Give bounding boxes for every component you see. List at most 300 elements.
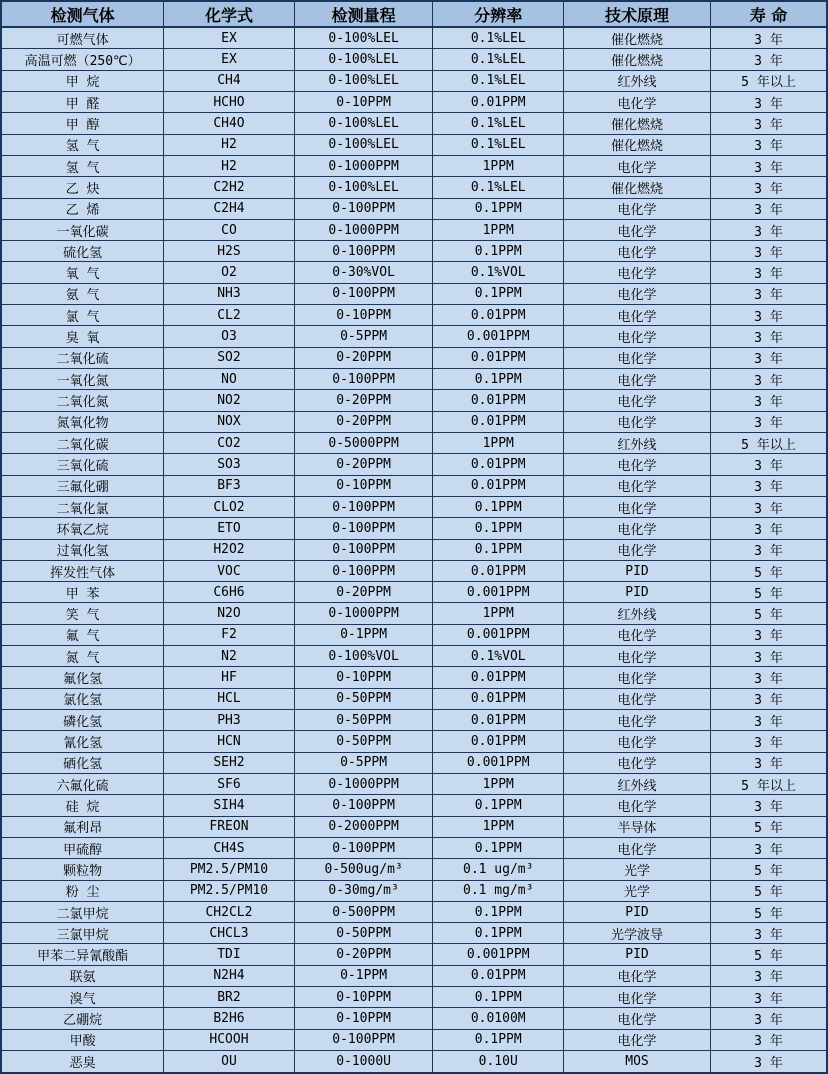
cell-formula: PM2.5/PM10 [164, 859, 295, 880]
cell-resolution: 0.1PPM [433, 496, 564, 517]
cell-principle: 红外线 [563, 432, 710, 453]
cell-resolution: 0.001PPM [433, 582, 564, 603]
cell-gas: 二氯甲烷 [1, 901, 164, 922]
cell-formula: TDI [164, 944, 295, 965]
table-row [1, 667, 827, 688]
cell-lifespan: 5 年 [711, 560, 828, 581]
cell-principle: 电化学 [563, 347, 710, 368]
cell-resolution: 0.001PPM [433, 752, 564, 773]
cell-lifespan: 3 年 [711, 454, 828, 475]
table-row [1, 326, 827, 347]
cell-lifespan: 3 年 [711, 667, 828, 688]
cell-gas: 氟 气 [1, 624, 164, 645]
cell-principle: 电化学 [563, 539, 710, 560]
cell-range: 0-100PPM [294, 795, 433, 816]
cell-range: 0-1000PPM [294, 773, 433, 794]
cell-range: 0-1000PPM [294, 155, 433, 176]
cell-principle: 电化学 [563, 155, 710, 176]
table-row [1, 70, 827, 91]
table-row [1, 646, 827, 667]
cell-principle: 电化学 [563, 752, 710, 773]
cell-formula: CH4S [164, 837, 295, 858]
cell-range: 0-100%LEL [294, 49, 433, 70]
cell-range: 0-50PPM [294, 688, 433, 709]
cell-range: 0-100PPM [294, 1029, 433, 1050]
cell-range: 0-5PPM [294, 326, 433, 347]
cell-principle: PID [563, 944, 710, 965]
cell-range: 0-30mg/m³ [294, 880, 433, 901]
cell-range: 0-100PPM [294, 369, 433, 390]
cell-resolution: 0.01PPM [433, 454, 564, 475]
cell-resolution: 1PPM [433, 219, 564, 240]
cell-gas: 恶臭 [1, 1051, 164, 1073]
cell-lifespan: 5 年 [711, 944, 828, 965]
cell-formula: SIH4 [164, 795, 295, 816]
cell-lifespan: 3 年 [711, 624, 828, 645]
column-header-formula: 化学式 [164, 1, 295, 27]
cell-principle: 电化学 [563, 91, 710, 112]
cell-formula: HF [164, 667, 295, 688]
cell-resolution: 0.1PPM [433, 923, 564, 944]
cell-gas: 挥发性气体 [1, 560, 164, 581]
cell-formula: C2H4 [164, 198, 295, 219]
cell-principle: PID [563, 582, 710, 603]
cell-lifespan: 3 年 [711, 347, 828, 368]
cell-lifespan: 3 年 [711, 198, 828, 219]
cell-resolution: 0.1%LEL [433, 49, 564, 70]
cell-resolution: 0.1PPM [433, 198, 564, 219]
cell-lifespan: 3 年 [711, 369, 828, 390]
cell-range: 0-1PPM [294, 624, 433, 645]
cell-gas: 二氧化氮 [1, 390, 164, 411]
cell-principle: 电化学 [563, 731, 710, 752]
cell-lifespan: 3 年 [711, 155, 828, 176]
cell-lifespan: 5 年以上 [711, 773, 828, 794]
cell-resolution: 0.1%LEL [433, 113, 564, 134]
cell-resolution: 1PPM [433, 432, 564, 453]
table-row [1, 944, 827, 965]
cell-formula: SF6 [164, 773, 295, 794]
cell-lifespan: 3 年 [711, 752, 828, 773]
cell-resolution: 0.001PPM [433, 624, 564, 645]
cell-gas: 二氧化硫 [1, 347, 164, 368]
cell-range: 0-100PPM [294, 539, 433, 560]
cell-principle: 电化学 [563, 326, 710, 347]
cell-lifespan: 5 年 [711, 603, 828, 624]
cell-principle: 电化学 [563, 1029, 710, 1050]
cell-formula: BF3 [164, 475, 295, 496]
cell-lifespan: 3 年 [711, 923, 828, 944]
cell-range: 0-50PPM [294, 731, 433, 752]
cell-principle: 电化学 [563, 518, 710, 539]
cell-lifespan: 3 年 [711, 390, 828, 411]
cell-formula: ETO [164, 518, 295, 539]
cell-formula: NOX [164, 411, 295, 432]
cell-formula: NO [164, 369, 295, 390]
cell-formula: CH4O [164, 113, 295, 134]
cell-gas: 硫化氢 [1, 241, 164, 262]
cell-resolution: 0.1 mg/m³ [433, 880, 564, 901]
table-row [1, 198, 827, 219]
cell-principle: 电化学 [563, 411, 710, 432]
cell-range: 0-20PPM [294, 390, 433, 411]
cell-resolution: 0.01PPM [433, 688, 564, 709]
cell-formula: H2 [164, 134, 295, 155]
cell-principle: 光学 [563, 859, 710, 880]
table-row [1, 91, 827, 112]
cell-range: 0-1000PPM [294, 603, 433, 624]
cell-gas: 二氧化碳 [1, 432, 164, 453]
cell-gas: 氢 气 [1, 155, 164, 176]
table-row [1, 752, 827, 773]
cell-gas: 甲 醇 [1, 113, 164, 134]
cell-principle: 红外线 [563, 773, 710, 794]
cell-gas: 氢 气 [1, 134, 164, 155]
cell-formula: BR2 [164, 987, 295, 1008]
cell-resolution: 0.1PPM [433, 837, 564, 858]
cell-resolution: 1PPM [433, 773, 564, 794]
cell-formula: SO3 [164, 454, 295, 475]
cell-principle: 电化学 [563, 369, 710, 390]
cell-principle: 红外线 [563, 603, 710, 624]
cell-gas: 高温可燃（250℃） [1, 49, 164, 70]
cell-formula: CH4 [164, 70, 295, 91]
cell-principle: 电化学 [563, 1008, 710, 1029]
cell-range: 0-100PPM [294, 241, 433, 262]
cell-lifespan: 3 年 [711, 219, 828, 240]
cell-gas: 乙 烯 [1, 198, 164, 219]
column-header-principle: 技术原理 [563, 1, 710, 27]
cell-lifespan: 3 年 [711, 326, 828, 347]
cell-lifespan: 5 年 [711, 859, 828, 880]
cell-range: 0-20PPM [294, 944, 433, 965]
table-row [1, 134, 827, 155]
cell-gas: 氰化氢 [1, 731, 164, 752]
cell-lifespan: 3 年 [711, 1051, 828, 1073]
cell-resolution: 0.1PPM [433, 283, 564, 304]
cell-principle: 电化学 [563, 198, 710, 219]
cell-lifespan: 3 年 [711, 134, 828, 155]
cell-principle: 电化学 [563, 667, 710, 688]
cell-gas: 环氧乙烷 [1, 518, 164, 539]
table-row [1, 539, 827, 560]
cell-range: 0-20PPM [294, 582, 433, 603]
cell-resolution: 0.01PPM [433, 710, 564, 731]
cell-gas: 氨 气 [1, 283, 164, 304]
cell-lifespan: 3 年 [711, 518, 828, 539]
cell-resolution: 0.1PPM [433, 987, 564, 1008]
table-row [1, 624, 827, 645]
cell-resolution: 0.01PPM [433, 667, 564, 688]
cell-principle: 电化学 [563, 390, 710, 411]
cell-resolution: 0.1%LEL [433, 177, 564, 198]
cell-gas: 笑 气 [1, 603, 164, 624]
cell-gas: 一氧化碳 [1, 219, 164, 240]
cell-principle: 电化学 [563, 987, 710, 1008]
cell-formula: VOC [164, 560, 295, 581]
cell-lifespan: 3 年 [711, 113, 828, 134]
cell-lifespan: 3 年 [711, 27, 828, 49]
cell-resolution: 0.1%VOL [433, 262, 564, 283]
cell-formula: SEH2 [164, 752, 295, 773]
cell-principle: 电化学 [563, 795, 710, 816]
cell-resolution: 1PPM [433, 155, 564, 176]
cell-range: 0-100PPM [294, 283, 433, 304]
cell-gas: 三氯甲烷 [1, 923, 164, 944]
table-row [1, 880, 827, 901]
table-row [1, 177, 827, 198]
table-row [1, 283, 827, 304]
cell-range: 0-100%LEL [294, 27, 433, 49]
cell-lifespan: 3 年 [711, 496, 828, 517]
cell-range: 0-100%LEL [294, 134, 433, 155]
cell-principle: PID [563, 901, 710, 922]
table-row [1, 688, 827, 709]
cell-principle: 电化学 [563, 965, 710, 986]
table-row [1, 560, 827, 581]
cell-formula: HCOOH [164, 1029, 295, 1050]
cell-range: 0-10PPM [294, 305, 433, 326]
cell-gas: 三氧化硫 [1, 454, 164, 475]
cell-lifespan: 5 年 [711, 816, 828, 837]
table-row [1, 496, 827, 517]
cell-range: 0-10PPM [294, 475, 433, 496]
cell-formula: CLO2 [164, 496, 295, 517]
cell-resolution: 0.01PPM [433, 475, 564, 496]
cell-principle: 电化学 [563, 241, 710, 262]
cell-lifespan: 3 年 [711, 411, 828, 432]
cell-resolution: 0.1PPM [433, 369, 564, 390]
table-row [1, 27, 827, 49]
cell-gas: 乙硼烷 [1, 1008, 164, 1029]
cell-lifespan: 3 年 [711, 241, 828, 262]
cell-formula: HCHO [164, 91, 295, 112]
cell-gas: 颗粒物 [1, 859, 164, 880]
table-row [1, 582, 827, 603]
cell-range: 0-5000PPM [294, 432, 433, 453]
cell-formula: H2O2 [164, 539, 295, 560]
cell-gas: 磷化氢 [1, 710, 164, 731]
cell-formula: N2 [164, 646, 295, 667]
cell-range: 0-2000PPM [294, 816, 433, 837]
cell-principle: 电化学 [563, 496, 710, 517]
cell-resolution: 0.1PPM [433, 1029, 564, 1050]
cell-principle: 电化学 [563, 646, 710, 667]
cell-gas: 臭 氧 [1, 326, 164, 347]
cell-lifespan: 3 年 [711, 475, 828, 496]
cell-lifespan: 3 年 [711, 837, 828, 858]
cell-principle: 电化学 [563, 475, 710, 496]
cell-lifespan: 3 年 [711, 965, 828, 986]
cell-lifespan: 5 年以上 [711, 432, 828, 453]
cell-gas: 氮 气 [1, 646, 164, 667]
cell-principle: PID [563, 560, 710, 581]
cell-gas: 甲 烷 [1, 70, 164, 91]
cell-formula: B2H6 [164, 1008, 295, 1029]
cell-principle: 电化学 [563, 305, 710, 326]
cell-range: 0-50PPM [294, 710, 433, 731]
cell-lifespan: 3 年 [711, 688, 828, 709]
cell-lifespan: 3 年 [711, 177, 828, 198]
table-row [1, 965, 827, 986]
table-row [1, 219, 827, 240]
cell-formula: HCL [164, 688, 295, 709]
cell-principle: 催化燃烧 [563, 113, 710, 134]
cell-lifespan: 3 年 [711, 795, 828, 816]
cell-range: 0-10PPM [294, 1008, 433, 1029]
cell-resolution: 0.1 ug/m³ [433, 859, 564, 880]
table-row [1, 923, 827, 944]
cell-principle: 半导体 [563, 816, 710, 837]
cell-resolution: 0.01PPM [433, 411, 564, 432]
cell-gas: 氟利昂 [1, 816, 164, 837]
cell-lifespan: 3 年 [711, 49, 828, 70]
cell-lifespan: 5 年 [711, 880, 828, 901]
cell-range: 0-100PPM [294, 837, 433, 858]
cell-resolution: 0.01PPM [433, 305, 564, 326]
cell-resolution: 0.1%VOL [433, 646, 564, 667]
cell-resolution: 0.1%LEL [433, 27, 564, 49]
cell-resolution: 0.0100M [433, 1008, 564, 1029]
table-row [1, 411, 827, 432]
cell-resolution: 0.1PPM [433, 518, 564, 539]
cell-resolution: 1PPM [433, 603, 564, 624]
cell-gas: 甲苯二异氰酸酯 [1, 944, 164, 965]
cell-formula: NH3 [164, 283, 295, 304]
cell-range: 0-20PPM [294, 454, 433, 475]
table-row [1, 49, 827, 70]
cell-range: 0-500PPM [294, 901, 433, 922]
cell-gas: 甲硫醇 [1, 837, 164, 858]
cell-gas: 硅 烷 [1, 795, 164, 816]
cell-lifespan: 3 年 [711, 91, 828, 112]
cell-formula: CH2CL2 [164, 901, 295, 922]
cell-gas: 氯 气 [1, 305, 164, 326]
cell-resolution: 0.1PPM [433, 539, 564, 560]
cell-principle: 催化燃烧 [563, 49, 710, 70]
table-row [1, 987, 827, 1008]
cell-lifespan: 3 年 [711, 283, 828, 304]
cell-principle: 电化学 [563, 454, 710, 475]
header-row [1, 1, 827, 27]
table-row [1, 518, 827, 539]
column-header-gas: 检测气体 [1, 1, 164, 27]
table-row [1, 1008, 827, 1029]
cell-resolution: 0.1%LEL [433, 70, 564, 91]
cell-gas: 氟化氢 [1, 667, 164, 688]
cell-formula: O2 [164, 262, 295, 283]
table-row [1, 795, 827, 816]
cell-gas: 过氧化氢 [1, 539, 164, 560]
cell-principle: MOS [563, 1051, 710, 1073]
cell-principle: 电化学 [563, 688, 710, 709]
cell-principle: 电化学 [563, 219, 710, 240]
table-row [1, 773, 827, 794]
cell-principle: 电化学 [563, 837, 710, 858]
cell-gas: 甲酸 [1, 1029, 164, 1050]
cell-gas: 联氨 [1, 965, 164, 986]
cell-formula: SO2 [164, 347, 295, 368]
cell-range: 0-20PPM [294, 411, 433, 432]
cell-principle: 电化学 [563, 262, 710, 283]
table-row [1, 901, 827, 922]
cell-formula: HCN [164, 731, 295, 752]
cell-range: 0-1PPM [294, 965, 433, 986]
cell-principle: 电化学 [563, 283, 710, 304]
table-row [1, 241, 827, 262]
cell-gas: 氧 气 [1, 262, 164, 283]
cell-principle: 催化燃烧 [563, 27, 710, 49]
cell-formula: FREON [164, 816, 295, 837]
cell-lifespan: 5 年 [711, 901, 828, 922]
cell-resolution: 0.1PPM [433, 901, 564, 922]
cell-range: 0-50PPM [294, 923, 433, 944]
cell-lifespan: 3 年 [711, 731, 828, 752]
cell-principle: 催化燃烧 [563, 177, 710, 198]
cell-gas: 氮氧化物 [1, 411, 164, 432]
table-body [1, 27, 827, 1073]
cell-range: 0-100PPM [294, 496, 433, 517]
cell-range: 0-1000PPM [294, 219, 433, 240]
table-row [1, 432, 827, 453]
table-row [1, 369, 827, 390]
cell-gas: 二氧化氯 [1, 496, 164, 517]
table-row [1, 1051, 827, 1073]
cell-resolution: 1PPM [433, 816, 564, 837]
cell-resolution: 0.01PPM [433, 347, 564, 368]
cell-gas: 硒化氢 [1, 752, 164, 773]
table-row [1, 603, 827, 624]
table-row [1, 305, 827, 326]
cell-gas: 甲 苯 [1, 582, 164, 603]
cell-range: 0-500ug/m³ [294, 859, 433, 880]
cell-formula: C6H6 [164, 582, 295, 603]
cell-lifespan: 3 年 [711, 710, 828, 731]
cell-lifespan: 5 年 [711, 582, 828, 603]
cell-formula: CO [164, 219, 295, 240]
cell-formula: EX [164, 27, 295, 49]
cell-resolution: 0.001PPM [433, 944, 564, 965]
table-row [1, 710, 827, 731]
cell-principle: 催化燃烧 [563, 134, 710, 155]
cell-resolution: 0.10U [433, 1051, 564, 1073]
cell-formula: NO2 [164, 390, 295, 411]
cell-range: 0-10PPM [294, 987, 433, 1008]
cell-gas: 溴气 [1, 987, 164, 1008]
cell-resolution: 0.01PPM [433, 731, 564, 752]
table-row [1, 475, 827, 496]
cell-formula: N2O [164, 603, 295, 624]
cell-formula: H2 [164, 155, 295, 176]
column-header-resolution: 分辨率 [433, 1, 564, 27]
cell-principle: 光学波导 [563, 923, 710, 944]
cell-gas: 氯化氢 [1, 688, 164, 709]
cell-resolution: 0.01PPM [433, 560, 564, 581]
cell-gas: 六氟化硫 [1, 773, 164, 794]
cell-range: 0-100PPM [294, 518, 433, 539]
cell-formula: PH3 [164, 710, 295, 731]
table-row [1, 262, 827, 283]
cell-lifespan: 3 年 [711, 987, 828, 1008]
cell-formula: CO2 [164, 432, 295, 453]
table-row [1, 390, 827, 411]
cell-range: 0-5PPM [294, 752, 433, 773]
cell-gas: 粉 尘 [1, 880, 164, 901]
cell-range: 0-100PPM [294, 198, 433, 219]
cell-resolution: 0.1%LEL [433, 134, 564, 155]
cell-formula: PM2.5/PM10 [164, 880, 295, 901]
cell-resolution: 0.01PPM [433, 390, 564, 411]
